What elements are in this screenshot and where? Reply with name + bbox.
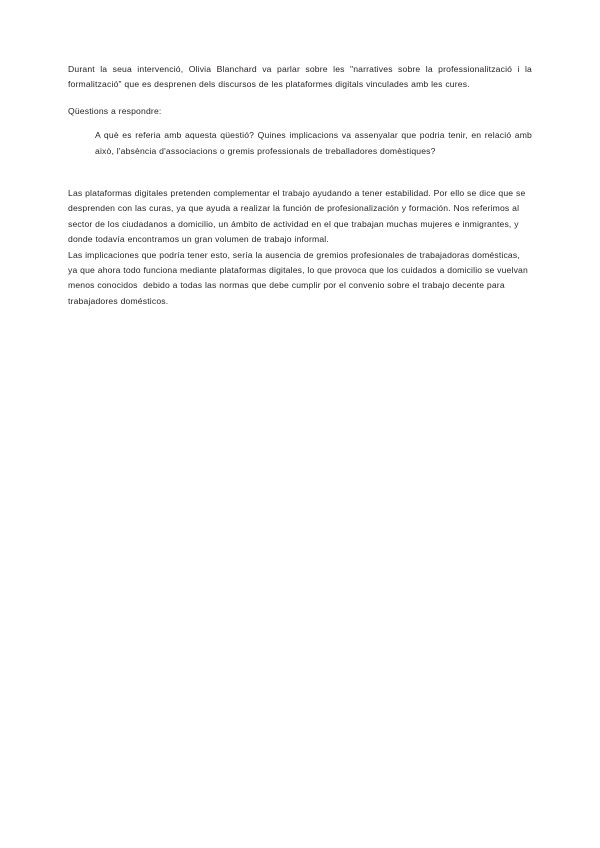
intro-paragraph: Durant la seua intervenció, Olivia Blanchard va parlar sobre les "narratives sobre la professionalització i la formalització" que es desprenen dels discursos de les plataformes digitals vinculades amb les cures. [68,64,532,90]
answer-paragraph-1: Las plataformas digitales pretenden complementar el trabajo ayudando a tener estabilidad. Por ello se dice que se desprenden con las curas, ya que ayuda a realizar la función de profesionalización y formación. Nos referimos al sector de los ciudadanos a domicilio, un ámbito de actividad en el que trabajan muchas mujeres e inmigrantes, y donde todavía encontramos un gran volumen de trabajo informal. [68,188,529,245]
answer-paragraph-2: Las implicaciones que podría tener esto, sería la ausencia de gremios profesionales de trabajadoras domésticas, ya que ahora todo funciona mediante plataformas digitales, lo que provoca que los cuidados a domicilio se vuelvan menos conocidos debido a todas las normas que debe cumplir por el convenio sobre el trabajo decente para trabajadores domésticos. [68,249,531,306]
questions-prompt-label: Qüestions a respondre: [68,105,162,116]
paragraph-spacer [68,159,532,186]
question-paragraph: A què es referia amb aquesta qüestió? Quines implicacions va assenyalar que podria tenir, en relació amb això, l'absència d'associacions o gremis professionals de treballadores domèstiques? [95,130,532,156]
document-content [68,62,532,309]
